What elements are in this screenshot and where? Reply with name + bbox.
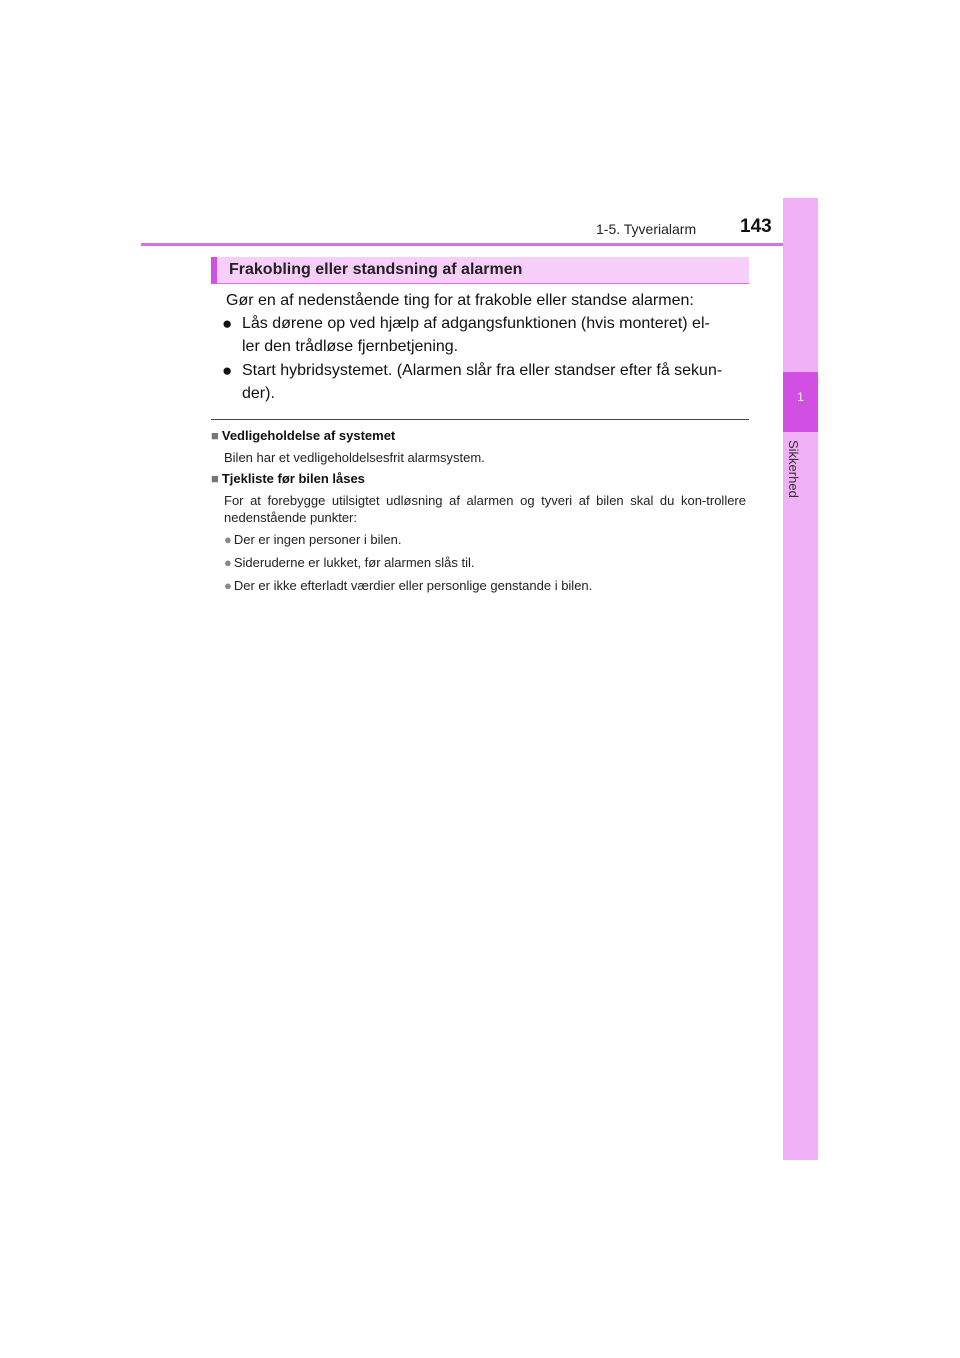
- chapter-number: 1: [797, 390, 804, 404]
- checklist-item-text: Der er ikke efterladt værdier eller personlige genstande i bilen.: [233, 578, 593, 593]
- square-bullet-icon: ■: [211, 471, 219, 486]
- checklist-item-text: Sideruderne er lukket, før alarmen slås til.: [233, 555, 475, 570]
- bullet-icon: ●: [224, 578, 232, 593]
- note-heading-text: Vedligeholdelse af systemet: [221, 428, 396, 443]
- checklist-item: [224, 555, 474, 570]
- section-title: Frakobling eller standsning af alarmen: [229, 261, 523, 278]
- header-divider: [141, 243, 817, 246]
- bullet-icon: ●: [224, 555, 232, 570]
- list-item-text: der).: [242, 385, 275, 402]
- page-number: 143: [740, 216, 772, 237]
- checklist-item-text: Der er ingen personer i bilen.: [233, 532, 402, 547]
- notes-divider: [211, 419, 749, 420]
- list-item-text: Start hybridsystemet. (Alarmen slår fra eller standser efter få sekun-: [242, 362, 723, 379]
- checklist-item: [224, 578, 592, 593]
- note-heading: [211, 471, 365, 486]
- chapter-label: Sikkerhed: [786, 440, 801, 498]
- note-body: Bilen har et vedligeholdelsesfrit alarmsystem.: [224, 450, 485, 465]
- list-item-text: Lås dørene op ved hjælp af adgangsfunktionen (hvis monteret) el-: [242, 315, 710, 332]
- list-item-text: ler den trådløse fjernbetjening.: [242, 338, 459, 355]
- checklist-item: [224, 532, 402, 547]
- chapter-side-tab: [783, 198, 818, 1160]
- note-heading: [211, 428, 395, 443]
- bullet-icon: ●: [224, 532, 232, 547]
- square-bullet-icon: ■: [211, 428, 219, 443]
- note-heading-text: Tjekliste før bilen låses: [221, 471, 365, 486]
- section-title-box: [211, 257, 749, 284]
- bullet-icon: ●: [222, 314, 233, 333]
- section-intro: Gør en af nedenstående ting for at frakoble eller standse alarmen:: [226, 292, 694, 309]
- section-breadcrumb: 1-5. Tyverialarm: [596, 221, 697, 237]
- bullet-icon: ●: [222, 361, 233, 380]
- note-body: For at forebygge utilsigtet udløsning af alarmen og tyveri af bilen skal du kon-trollere nedenstående punkter:: [224, 493, 746, 525]
